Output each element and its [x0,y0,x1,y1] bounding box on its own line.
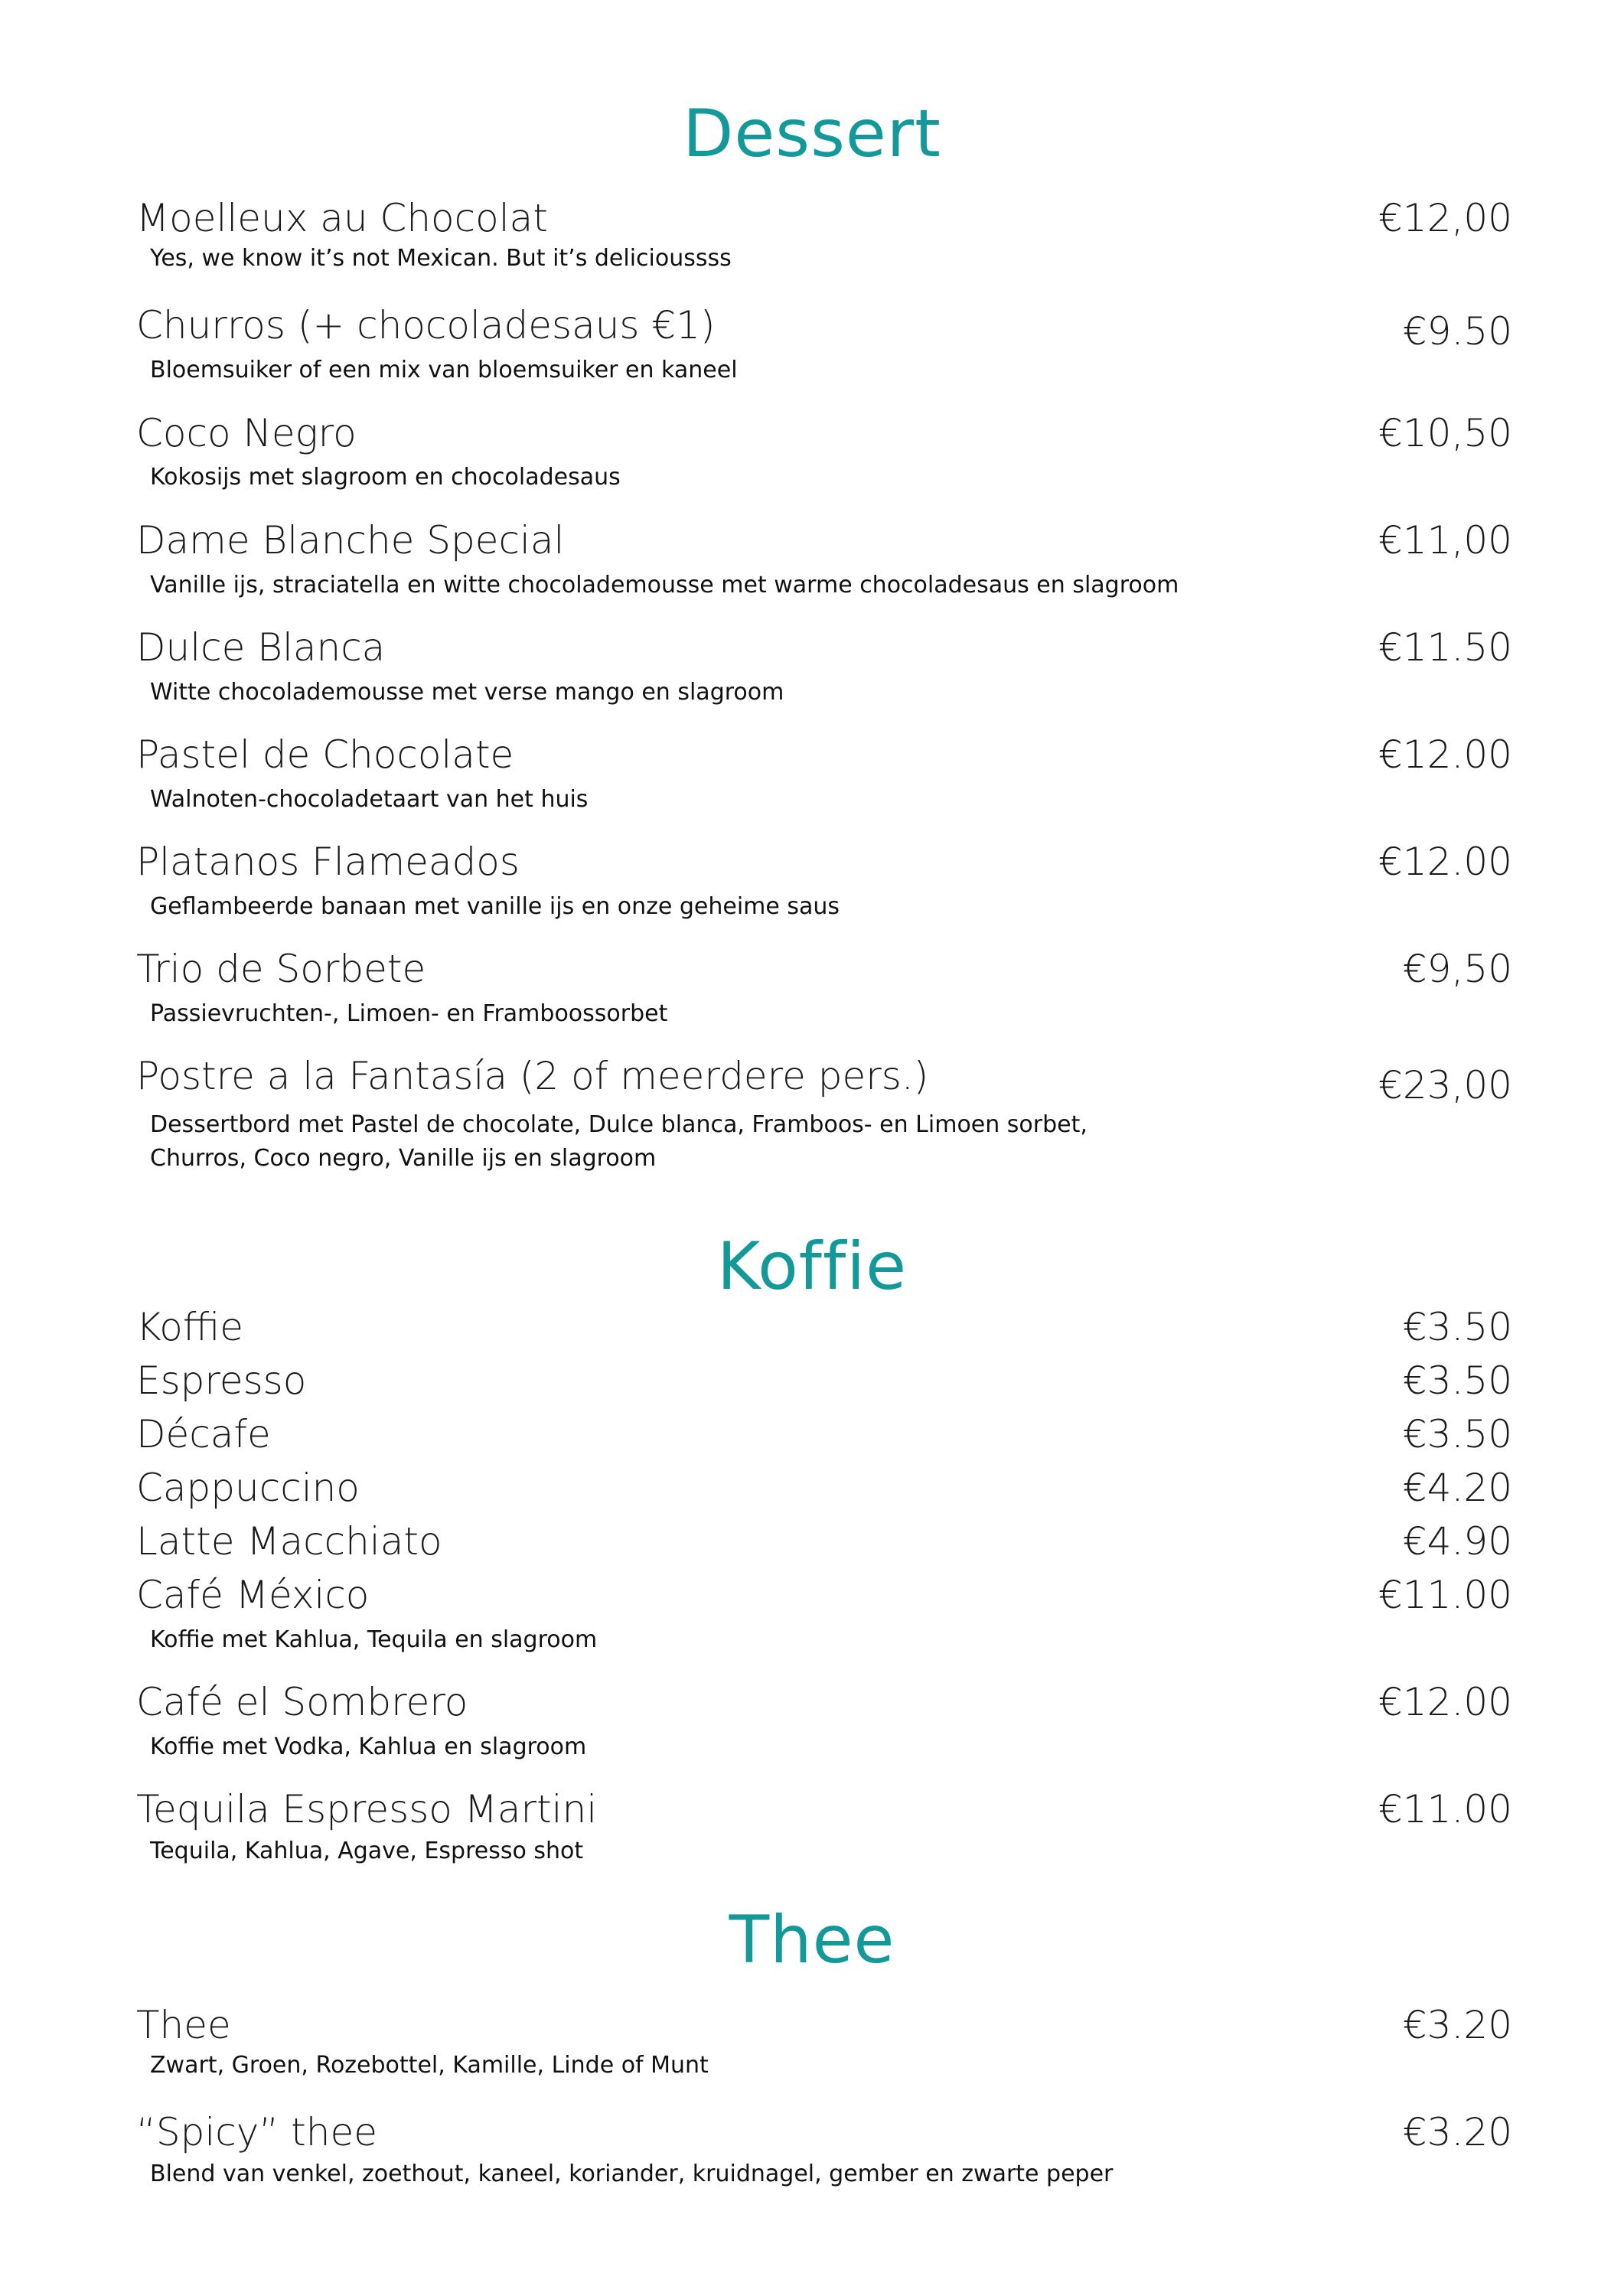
item-name: Tequila Espresso Martini [136,1787,598,1831]
item-description: Bloemsuiker of een mix van bloemsuiker en kaneel [150,357,738,383]
item-name: Coco Negro [136,411,357,455]
item-name: Décafe [136,1412,271,1456]
item-name: Café México [136,1573,370,1617]
item-name: Platanos Flameados [136,840,520,884]
item-description: Tequila, Kahlua, Agave, Espresso shot [150,1838,584,1864]
item-description: Walnoten-chocoladetaart van het huis [150,786,589,813]
item-name: “Spicy” thee [136,2110,377,2154]
item-price: €4.20 [1402,1466,1512,1510]
item-price: €3.20 [1402,2003,1512,2047]
item-description: Dessertbord met Pastel de chocolate, Dulce blanca, Framboos- en Limoen sorbet, [150,1111,1088,1138]
item-description: Churros, Coco negro, Vanille ijs en slagroom [150,1145,657,1172]
item-name: Thee [136,2003,231,2047]
item-description: Kokosijs met slagroom en chocoladesaus [150,464,621,491]
item-description: Blend van venkel, zoethout, kaneel, koriander, kruidnagel, gember en zwarte peper [150,2161,1114,2187]
item-name: Pastel de Chocolate [136,732,514,777]
item-name: Trio de Sorbete [136,947,426,991]
item-price: €9,50 [1402,947,1512,991]
item-price: €11.00 [1378,1573,1512,1617]
item-description: Koffie met Kahlua, Tequila en slagroom [150,1626,598,1653]
item-description: Koffie met Vodka, Kahlua en slagroom [150,1733,587,1760]
koffie-heading: Koffie [716,1228,908,1305]
item-name: Dulce Blanca [136,625,386,670]
item-description: Passievruchten-, Limoen- en Framboossorbet [150,1000,668,1027]
item-description: Zwart, Groen, Rozebottel, Kamille, Linde of Munt [150,2052,709,2079]
item-price: €12.00 [1378,732,1512,777]
item-name: Postre a la Fantasía (2 of meerdere pers.) [136,1054,929,1098]
dessert-heading: Dessert [683,96,941,172]
item-name: Espresso [136,1358,307,1403]
item-name: Dame Blanche Special [136,518,565,563]
item-description: Vanille ijs, straciatella en witte chocolademousse met warme chocoladesaus en slagroom [150,572,1179,598]
item-name: Café el Sombrero [136,1680,468,1724]
item-price: €12,00 [1378,196,1512,240]
item-price: €11.50 [1378,625,1512,670]
item-description: Witte chocolademousse met verse mango en slagroom [150,679,784,706]
item-name: Cappuccino [136,1466,360,1510]
item-price: €10,50 [1378,411,1512,455]
item-price: €3.50 [1402,1412,1512,1456]
item-price: €9.50 [1402,309,1512,354]
item-price: €4.90 [1402,1519,1512,1564]
item-description: Geflambeerde banaan met vanille ijs en onze geheime saus [150,893,840,920]
item-name: Churros (+ chocoladesaus €1) [136,303,716,347]
item-price: €23,00 [1378,1063,1512,1107]
item-price: €3.50 [1402,1358,1512,1403]
item-price: €12.00 [1378,1680,1512,1724]
item-name: Latte Macchiato [136,1519,442,1564]
item-name: Koffie [136,1305,243,1349]
item-name: Moelleux au Chocolat [136,196,548,240]
item-price: €11,00 [1378,518,1512,563]
item-description: Yes, we know it’s not Mexican. But it’s delicioussss [150,245,732,272]
item-price: €3.50 [1402,1305,1512,1349]
item-price: €12.00 [1378,840,1512,884]
item-price: €3.20 [1402,2110,1512,2154]
item-price: €11.00 [1378,1787,1512,1831]
thee-heading: Thee [729,1902,895,1978]
